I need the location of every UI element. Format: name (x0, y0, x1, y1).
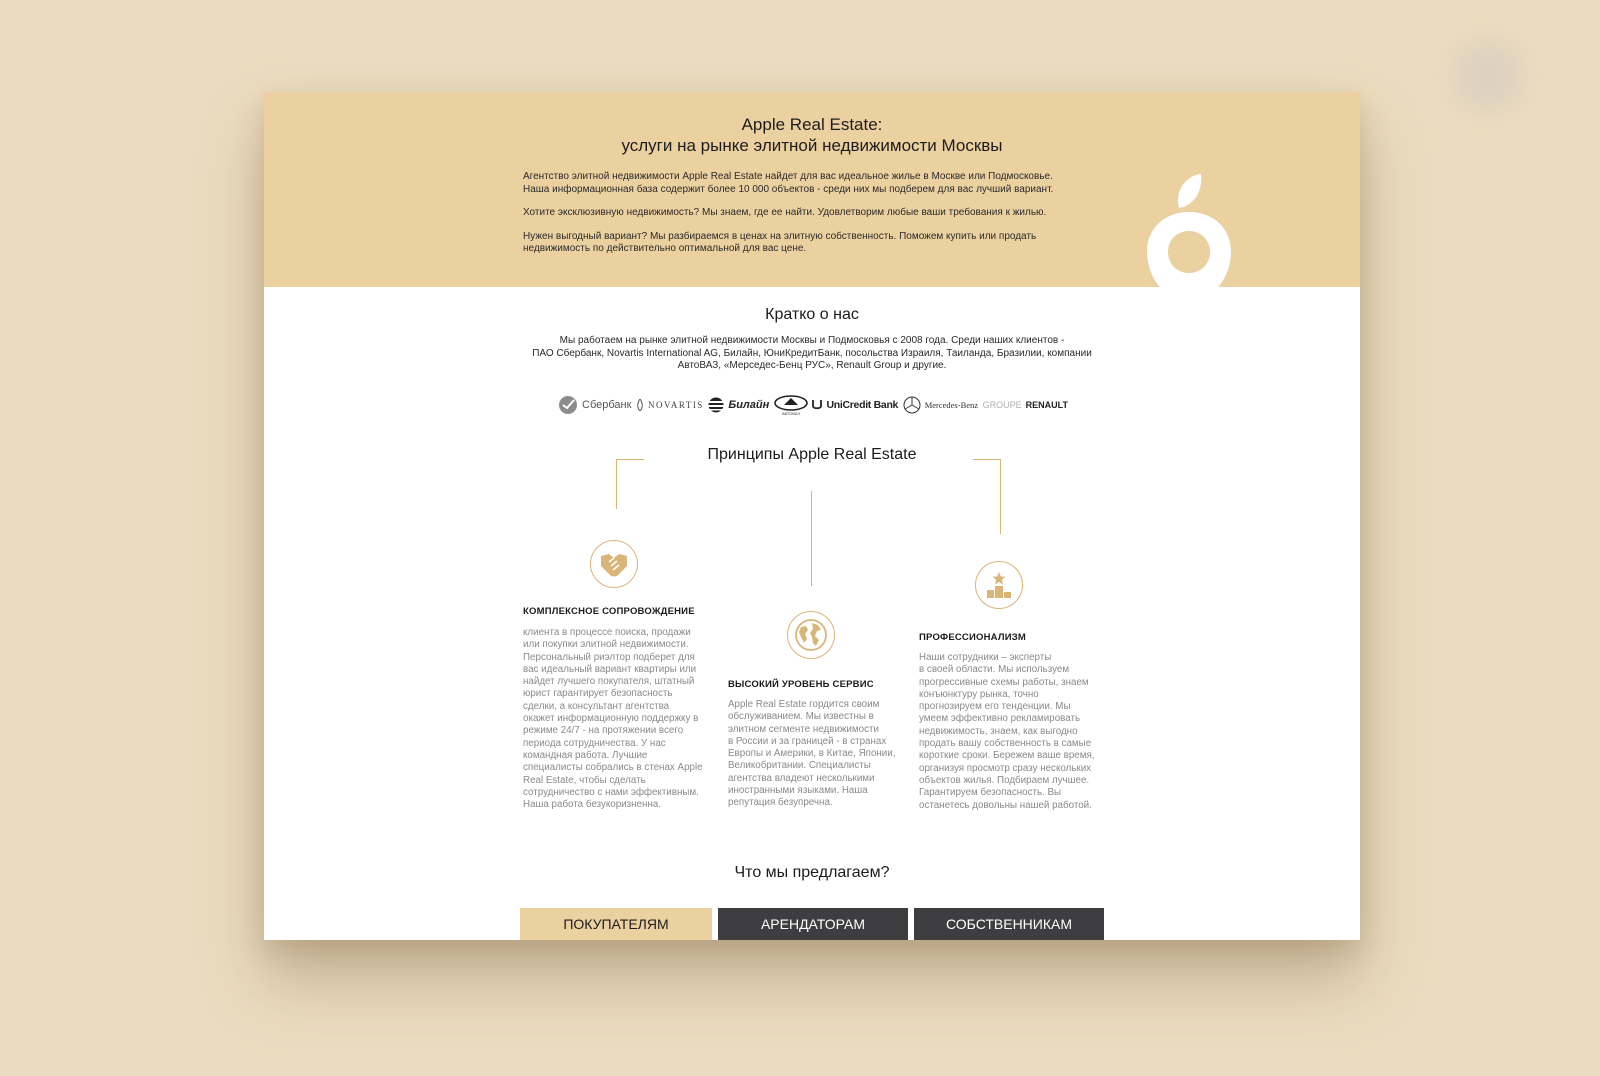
hero-paragraph-1-line-2: Наша информационная база содержит более 10 000 объектов - среди них мы подберем для вас лучший вариант. (523, 183, 1054, 195)
principle-1-icon-circle (590, 540, 638, 588)
unicredit-logo-text: UniCredit Bank (826, 399, 899, 411)
beeline-logo-text: Билайн (728, 399, 770, 411)
sberbank-logo-text: Сбербанк (582, 399, 632, 411)
principle-3-line: организуя просмотр сразу нескольких (919, 762, 1092, 774)
background-blur-decoration (1452, 40, 1524, 112)
principle-2-line: Великобритании. Специалисты (728, 760, 871, 772)
hero-paragraph-1-line-1: Агентство элитной недвижимости Apple Real Estate найдет для вас идеальное жилье в Москве или Подмосковье. (523, 171, 1053, 182)
principle-3-icon-circle (975, 561, 1023, 609)
principle-1-line: вас идеальный вариант квартиры или (523, 663, 697, 675)
connector-right-vertical (1000, 459, 1001, 534)
unicredit-icon (812, 399, 822, 411)
hero-section (264, 92, 1360, 287)
principle-2-line: обслуживанием. Мы известны в (728, 711, 874, 723)
principle-3-line: прогрессивные схемы работы, знаем (919, 676, 1089, 688)
hero-paragraph-1 (523, 171, 1083, 196)
novartis-logo (636, 399, 704, 411)
principle-1-line: окажет информационную поддержку в (523, 713, 699, 725)
principle-2-line: элитном сегменте недвижимости (728, 723, 879, 735)
mercedes-star-icon (903, 396, 921, 414)
principle-1-line: клиента в процессе поиска, продажи (523, 627, 691, 638)
offer-title: Что мы предлагаем? (734, 864, 890, 881)
unicredit-logo (812, 399, 898, 411)
hero-paragraph-2: Хотите эксклюзивную недвижимость? Мы знаем, где ее найти. Удовлетворим любые ваши требования к жилью. (523, 207, 1047, 218)
about-text-line-2: ПАО Сбербанк, Novartis International AG, Билайн, ЮниКредитБанк, посольства Израиля, Таиланда, Бразилии, компании (532, 347, 1092, 359)
principle-3-line: Наши сотрудники – эксперты (919, 652, 1052, 663)
principle-3-line: умеем эффективно рекламировать (919, 713, 1081, 725)
globe-icon (793, 617, 829, 653)
hero-title-line-2: услуги на рынке элитной недвижимости Москвы (621, 136, 1003, 155)
principle-3-line: конъюнктуру рынка, точно (919, 688, 1039, 700)
principle-3-line: объектов жилья. Подбираем лучшее. (919, 774, 1090, 786)
principle-3-line: останетесь довольны нашей работой. (919, 799, 1092, 811)
about-text-line-3: АвтоВАЗ, «Мерседес-Бенц РУС», Renault Group и другие. (677, 360, 947, 371)
lada-boat-icon (774, 395, 808, 411)
principle-2-line: Apple Real Estate гордится своим (728, 699, 880, 710)
hero-description (523, 171, 1083, 267)
principle-1-line: найдет лучшего покупателя, штатный (523, 676, 695, 688)
principle-2-icon-circle (787, 611, 835, 659)
renault-group-prefix: GROUPE (982, 400, 1022, 410)
principle-3-line: короткие сроки. Бережем ваше время, (919, 750, 1095, 762)
beeline-logo (708, 397, 769, 413)
principle-2-line: в России и за границей - в странах (728, 735, 887, 747)
principle-1-line: Наша работа безукоризненна. (523, 799, 661, 811)
principle-1-text (523, 627, 708, 811)
client-logos (558, 394, 1068, 416)
hero-title (264, 114, 1360, 156)
principle-3-text (919, 652, 1104, 812)
principle-3-line: в своей области. Мы используем (919, 664, 1070, 676)
principle-1-title: КОМПЛЕКСНОЕ СОПРОВОЖДЕНИЕ (523, 606, 695, 617)
renault-logo-text: RENAULT (1025, 400, 1068, 410)
podium-star-icon (984, 570, 1014, 600)
connector-right-horizontal (973, 459, 1001, 460)
avtovaz-logo-text: АВТОВАЗ (781, 410, 800, 416)
hero-title-line-1: Apple Real Estate: (741, 115, 883, 134)
handshake-icon (598, 550, 630, 578)
principle-1-line: сотрудничество с нами эффективным. (523, 786, 699, 798)
principle-3-line: Гарантируем безопасность. Вы (919, 787, 1062, 799)
principle-2-line: Европы и Америки, в Китае, Японии, (728, 748, 896, 760)
principle-3-line: недвижимость, знаем, как выгодно (919, 725, 1078, 737)
principle-1-line: сделки, а консультант агентства (523, 700, 670, 712)
tab-tenants[interactable]: АРЕНДАТОРАМ (718, 908, 908, 940)
principle-1-line: Персональный риэлтор подберет для (523, 651, 695, 663)
about-title: Кратко о нас (765, 306, 859, 323)
principle-1-line: юрист гарантирует безопасность (523, 688, 673, 700)
principle-2-line: репутация безупречна. (728, 797, 833, 809)
beeline-stripes-icon (708, 397, 724, 413)
apple-icon (1139, 170, 1239, 287)
novartis-flame-icon (636, 399, 644, 411)
connector-left-horizontal (616, 459, 644, 460)
connector-left-vertical (616, 459, 617, 509)
principle-3-line: продать вашу собственность в самые (919, 738, 1092, 750)
principle-2-title: ВЫСОКИЙ УРОВЕНЬ СЕРВИС (728, 679, 874, 690)
principle-1-line: периода сотрудничества. У нас (523, 737, 666, 749)
mercedes-logo (903, 396, 978, 414)
principle-2-line: иностранными языками. Наша (728, 785, 868, 797)
hero-paragraph-3-line-2: недвижимость по действительно оптимальной для вас цене. (523, 243, 807, 254)
principle-3-line: прогнозируем его тенденции. Мы (919, 701, 1071, 713)
offer-tabs (520, 908, 1104, 940)
principle-1-line: командная работа. Лучшие (523, 749, 648, 761)
sberbank-icon (558, 395, 578, 415)
principle-2-line: агентства владеют несколькими (728, 772, 875, 784)
mercedes-logo-text: Mercedes-Benz (924, 400, 979, 410)
principle-1-line: специалисты собрались в стенах Apple (523, 762, 703, 774)
principles-title: Принципы Apple Real Estate (707, 446, 917, 463)
tab-buyers[interactable]: ПОКУПАТЕЛЯМ (520, 908, 712, 940)
tab-owners[interactable]: СОБСТВЕННИКАМ (914, 908, 1104, 940)
about-text-line-1: Мы работаем на рынке элитной недвижимости Москвы и Подмосковья с 2008 года. Среди наших клиентов - (559, 335, 1065, 346)
renault-group-logo (983, 400, 1068, 410)
principle-3-title: ПРОФЕССИОНАЛИЗМ (919, 632, 1027, 643)
connector-center-vertical (811, 491, 812, 586)
sberbank-logo (558, 395, 631, 415)
novartis-logo-text: NOVARTIS (648, 400, 704, 410)
about-text (522, 335, 1102, 373)
page-card (264, 92, 1360, 940)
principle-1-line: режиме 24/7 - на протяжении всего (523, 725, 684, 737)
principle-1-line: или покупки элитной недвижимости. (523, 639, 689, 651)
principle-1-line: Real Estate, чтобы сделать (523, 774, 646, 786)
hero-paragraph-3 (523, 231, 1083, 256)
avtovaz-logo (774, 395, 808, 416)
hero-paragraph-3-line-1: Нужен выгодный вариант? Мы разбираемся в ценах на элитную собственность. Поможем купить или продать (523, 230, 1037, 242)
principle-2-text (728, 699, 913, 810)
